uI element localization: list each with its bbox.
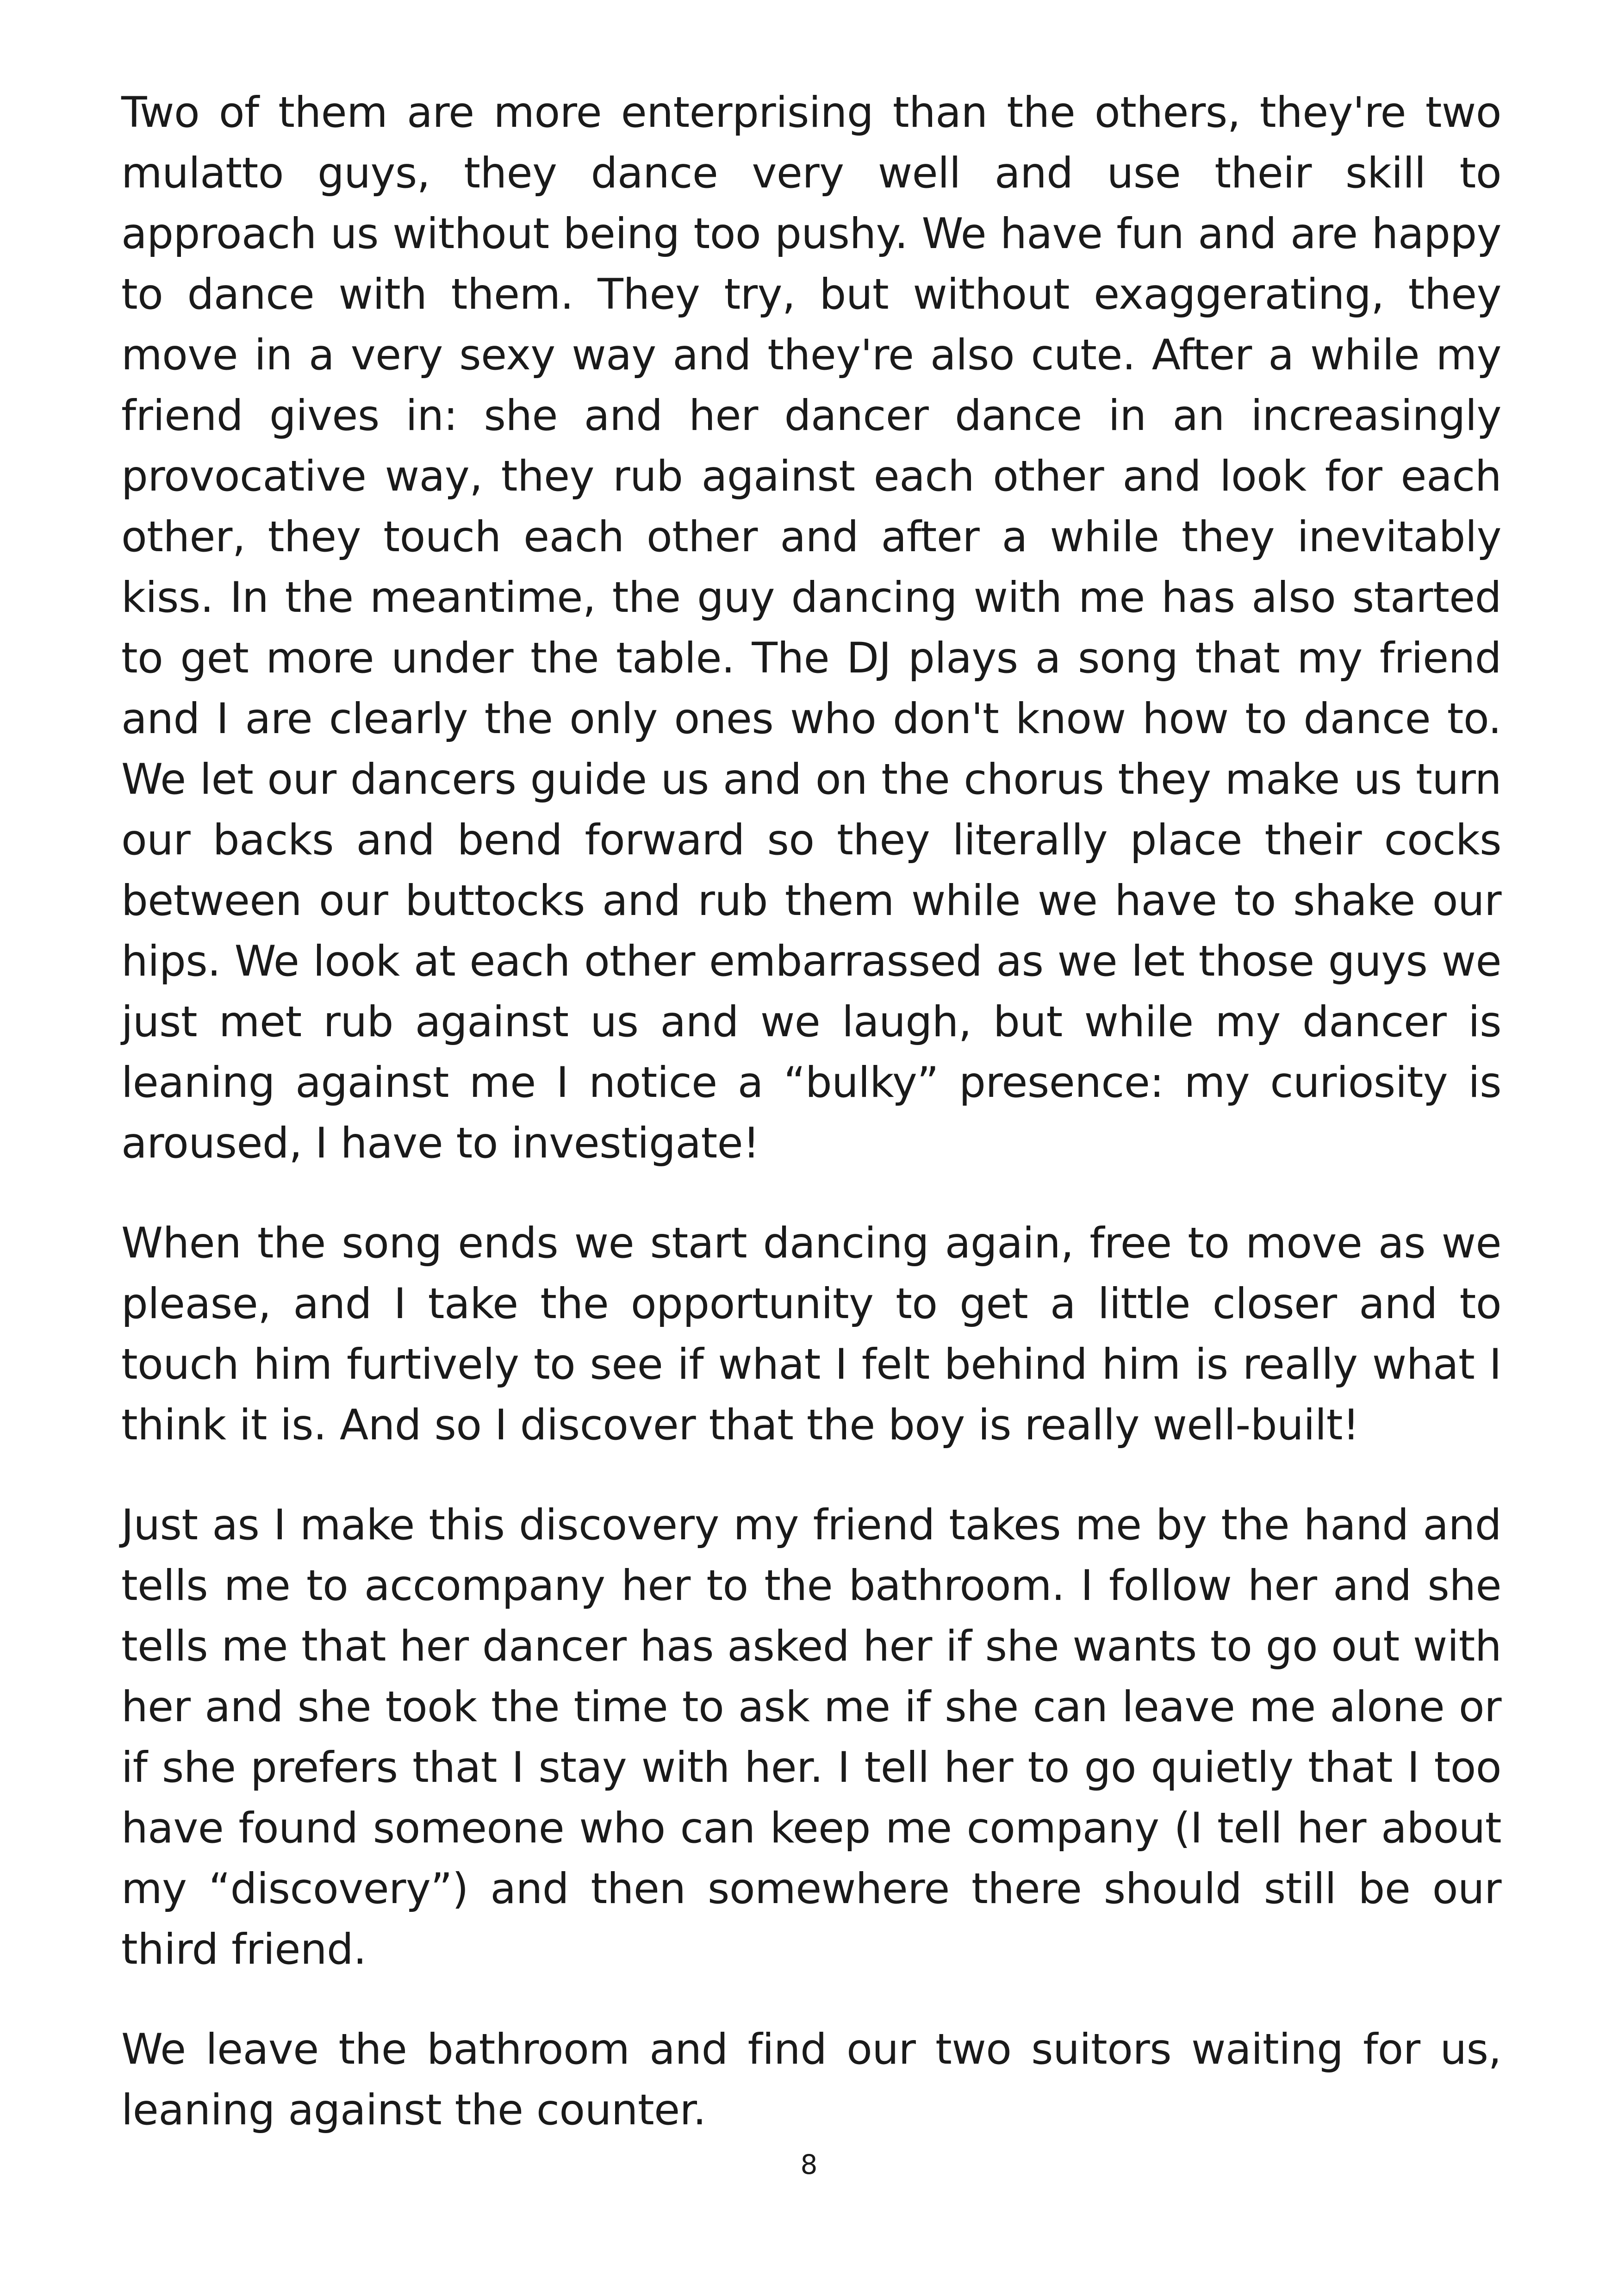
paragraph-4: We leave the bathroom and find our two suitors waiting for us, leaning against the counter.	[121, 2025, 1501, 2134]
body-text	[121, 82, 1501, 2180]
paragraph-1: Two of them are more enterprising than the others, they're two mulatto guys, they dance very well and use their skill to approach us without being too pushy. We have fun and are happy to dance with them. They try, but without exaggerating, they move in a very sexy way and they're also cute. After a while my friend gives in: she and her dancer dance in an increasingly provocative way, they rub against each other and look for each other, they touch each other and after a while they inevitably kiss. In the meantime, the guy dancing with me has also started to get more under the table. The DJ plays a song that my friend and I are clearly the only ones who don't know how to dance to. We let our dancers guide us and on the chorus they make us turn our backs and bend forward so they literally place their cocks between our buttocks and rub them while we have to shake our hips. We look at each other embarrassed as we let those guys we just met rub against us and we laugh, but while my dancer is leaning against me I notice a “bulky” presence: my curiosity is aroused, I have to investigate!	[121, 88, 1501, 1168]
page-number: 8	[800, 2149, 818, 2180]
paragraph-3: Just as I make this discovery my friend takes me by the hand and tells me to accompany her to the bathroom. I follow her and she tells me that her dancer has asked her if she wants to go out with her and she took the time to ask me if she can leave me alone or if she prefers that I stay with her. I tell her to go quietly that I too have found someone who can keep me company (I tell her about my “discovery”) and then somewhere there should still be our third friend.	[121, 1501, 1501, 1974]
paragraph-2: When the song ends we start dancing again, free to move as we please, and I take the opportunity to get a little closer and to touch him furtively to see if what I felt behind him is really what I think it is. And so I discover that the boy is really well-built!	[121, 1219, 1501, 1450]
